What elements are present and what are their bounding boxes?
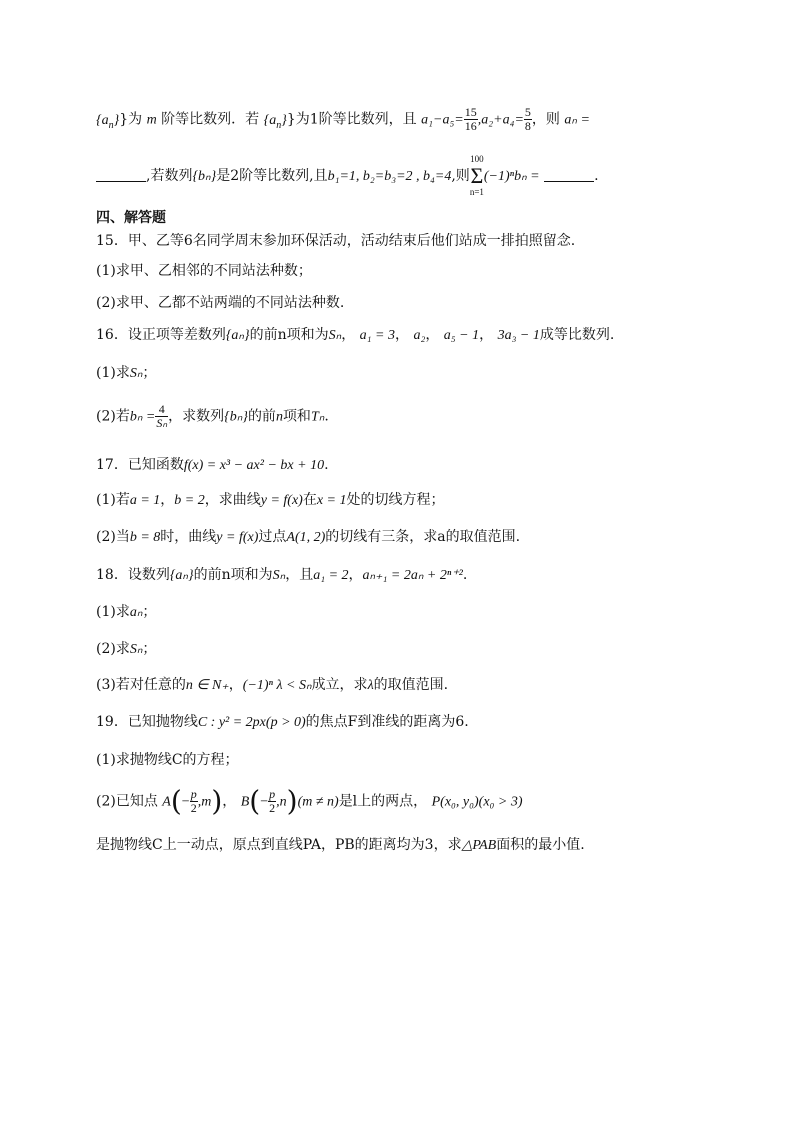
text: }为1阶等比数列，且: [286, 111, 417, 128]
fraction-5-8: $\frac{5}{8}$: [524, 105, 531, 133]
fraction-15-16: $\frac{15}{16}$: [464, 105, 477, 133]
fraction-4-sn: $\frac{4}{\text{Sₙ}}$: [156, 402, 168, 430]
q19-stem: 19．已知抛物线C : y² = 2px(p > 0)的焦点F到准线的距离为6.: [96, 714, 469, 730]
sum-sign: 100 Σ n=1: [469, 154, 484, 197]
q17-stem: 17．已知函数f(x) = x³ − ax² − bx + 10.: [96, 457, 329, 473]
text: .: [594, 168, 599, 184]
continued-line-2: [96, 154, 599, 198]
q18-part1: (1)求aₙ；: [96, 604, 157, 620]
math-bn: {bₙ}: [192, 169, 217, 184]
math-eq1: a₁−a₅=: [421, 112, 464, 128]
q18-part3: (3)若对任意的n ∈ N₊，(−1)ⁿ λ < Sₙ成立，求λ的取值范围.: [96, 677, 449, 693]
answer-blank-1[interactable]: [96, 167, 146, 182]
text: }为: [119, 111, 143, 128]
text: ,若数列: [146, 168, 193, 184]
q16-stem: 16．设正项等差数列{aₙ}的前n项和为Sₙ， a₁ = 3， a₂， a₅ − 1， 3a₃ − 1成等比数列.: [96, 327, 615, 343]
q17-part1: (1)若a = 1，b = 2，求曲线y = f(x)在x = 1处的切线方程；: [96, 492, 445, 508]
q19-part1: (1)求抛物线C的方程；: [96, 752, 239, 768]
q17-part2: (2)当b = 8时，曲线y = f(x)过点A(1, 2)的切线有三条，求a的取值范围.: [96, 529, 521, 545]
section-title: 四、解答题: [96, 210, 166, 226]
seq-a-label-2: $\{a_n\}$: [263, 112, 287, 131]
fraction-p-2-b: $\frac{p}{2}$: [269, 787, 276, 815]
q15-stem: 15．甲、乙等6名同学周末参加环保活动，活动结束后他们站成一排拍照留念.: [96, 233, 576, 249]
text: 阶等比数列．若: [161, 111, 260, 128]
q19-part3: 是抛物线C上一动点，原点到直线PA，PB的距离均为3，求△PAB面积的最小值.: [96, 837, 585, 853]
math-m: m: [146, 112, 157, 128]
q19-part2: (2)已知点 A(− $\frac{p}{2}$ ,m)， B(− $\frac{p}{2}$ ,n)(m ≠ n)是l上的两点， P(x₀, y₀)(x₀ > 3): [96, 784, 523, 818]
math-an: aₙ =: [564, 112, 590, 128]
continued-line-1: [96, 106, 590, 136]
answer-blank-2[interactable]: [544, 167, 594, 182]
fraction-p-2-a: $\frac{p}{2}$: [190, 787, 197, 815]
math-sum-body: (−1)ⁿbₙ =: [483, 169, 540, 184]
math-eq2: ,a₂+a₄=: [477, 112, 524, 128]
text: ，则: [531, 111, 560, 128]
math-cond: b₁=1, b₂=b₃=2 , b₄=4: [327, 169, 452, 184]
text: ,则: [451, 168, 470, 184]
q16-part2: (2)若bₙ = $\frac{4}{\text{Sₙ}}$ ，求数列{bₙ}的前n项和Tₙ.: [96, 402, 329, 430]
q15-part2: (2)求甲、乙都不站两端的不同站法种数.: [96, 295, 345, 311]
seq-a-label: $\{a_n\}$: [96, 112, 120, 131]
q18-stem: 18．设数列{aₙ}的前n项和为Sₙ，且a₁ = 2，aₙ₊₁ = 2aₙ + 2ⁿ⁺².: [96, 567, 468, 583]
q15-part1: (1)求甲、乙相邻的不同站法种数；: [96, 263, 312, 279]
text: 是2阶等比数列,且: [216, 168, 328, 184]
q18-part2: (2)求Sₙ；: [96, 641, 157, 657]
q16-part1: (1)求Sₙ；: [96, 365, 157, 381]
